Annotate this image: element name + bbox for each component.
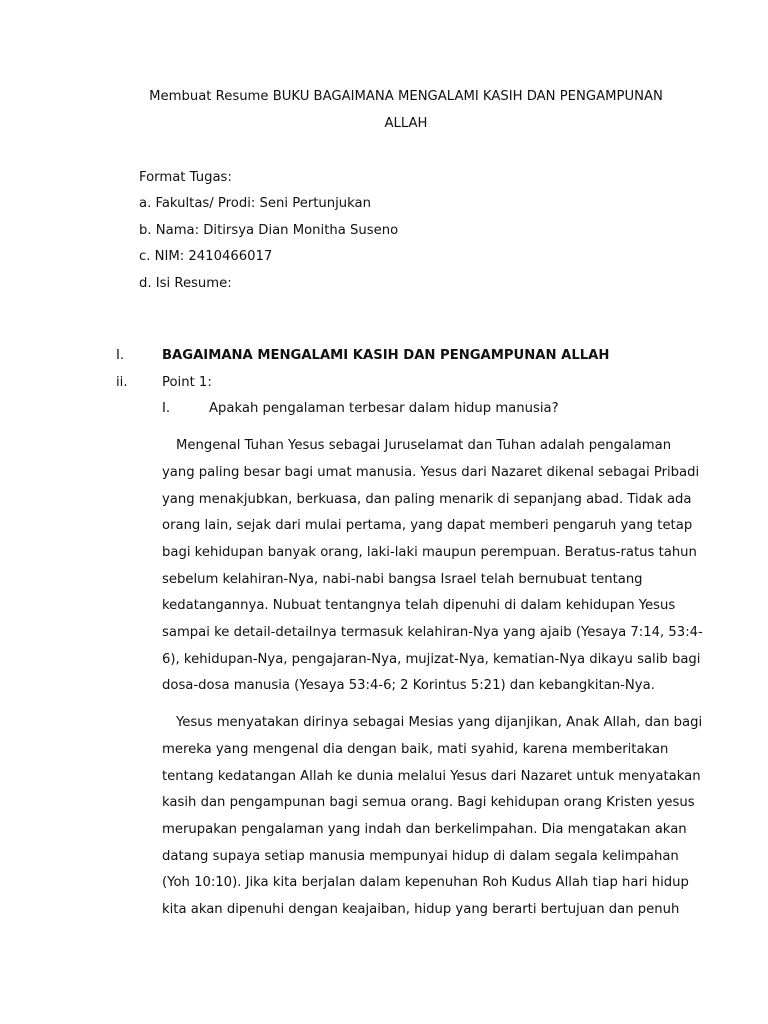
paragraph-line: yang paling besar bagi umat manusia. Yesus dari Nazaret dikenal sebagai Pribadi (162, 465, 700, 480)
paragraph-line: (Yoh 10:10). Jika kita berjalan dalam kepenuhan Roh Kudus Allah tiap hari hidup (162, 875, 689, 890)
question-number: I. (162, 401, 171, 416)
point-label: Point 1: (162, 375, 212, 390)
document-title-line-1: Membuat Resume BUKU BAGAIMANA MENGALAMI KASIH DAN PENGAMPUNAN (149, 89, 663, 104)
paragraph-line: kita akan dipenuhi dengan keajaiban, hidup yang berarti bertujuan dan penuh (162, 902, 680, 917)
paragraph-line: dosa-dosa manusia (Yesaya 53:4-6; 2 Korintus 5:21) dan kebangkitan-Nya. (162, 678, 655, 693)
paragraph-line: sebelum kelahiran-Nya, nabi-nabi bangsa Israel telah bernubuat tentang (162, 572, 643, 587)
paragraph-line: orang lain, sejak dari mulai pertama, yang dapat memberi pengaruh yang tetap (162, 518, 693, 533)
point-number: ii. (116, 375, 128, 390)
paragraph-line: Mengenal Tuhan Yesus sebagai Juruselamat dan Tuhan adalah pengalaman (176, 438, 672, 453)
paragraph-line: bagi kehidupan banyak orang, laki-laki maupun perempuan. Beratus-ratus tahun (162, 545, 697, 560)
paragraph-line: kedatangannya. Nubuat tentangnya telah dipenuhi di dalam kehidupan Yesus (162, 598, 676, 613)
format-nim: c. NIM: 2410466017 (139, 249, 273, 264)
format-label: Format Tugas: (139, 170, 232, 185)
paragraph-line: yang menakjubkan, berkuasa, dan paling menarik di sepanjang abad. Tidak ada (162, 492, 692, 507)
paragraph-line: kasih dan pengampunan bagi semua orang. Bagi kehidupan orang Kristen yesus (162, 795, 695, 810)
format-nama: b. Nama: Ditirsya Dian Monitha Suseno (139, 223, 399, 238)
paragraph-line: mereka yang mengenal dia dengan baik, mati syahid, karena memberitakan (162, 742, 669, 757)
paragraph-line: merupakan pengalaman yang indah dan berkelimpahan. Dia mengatakan akan (162, 822, 687, 837)
paragraph-line: datang supaya setiap manusia mempunyai hidup di dalam segala kelimpahan (162, 849, 679, 864)
section-heading: BAGAIMANA MENGALAMI KASIH DAN PENGAMPUNAN ALLAH (162, 348, 610, 363)
question-text: Apakah pengalaman terbesar dalam hidup manusia? (209, 401, 559, 416)
format-isi: d. Isi Resume: (139, 276, 232, 291)
document-title-line-2: ALLAH (384, 116, 428, 131)
paragraph-line: sampai ke detail-detailnya termasuk kelahiran-Nya yang ajaib (Yesaya 7:14, 53:4- (162, 625, 703, 640)
paragraph-line: Yesus menyatakan dirinya sebagai Mesias yang dijanjikan, Anak Allah, dan bagi (176, 715, 703, 730)
section-number: I. (116, 348, 125, 363)
format-fakultas: a. Fakultas/ Prodi: Seni Pertunjukan (139, 196, 371, 211)
paragraph-line: 6), kehidupan-Nya, pengajaran-Nya, mujizat-Nya, kematian-Nya dikayu salib bagi (162, 652, 701, 667)
paragraph-line: tentang kedatangan Allah ke dunia melalui Yesus dari Nazaret untuk menyatakan (162, 769, 701, 784)
